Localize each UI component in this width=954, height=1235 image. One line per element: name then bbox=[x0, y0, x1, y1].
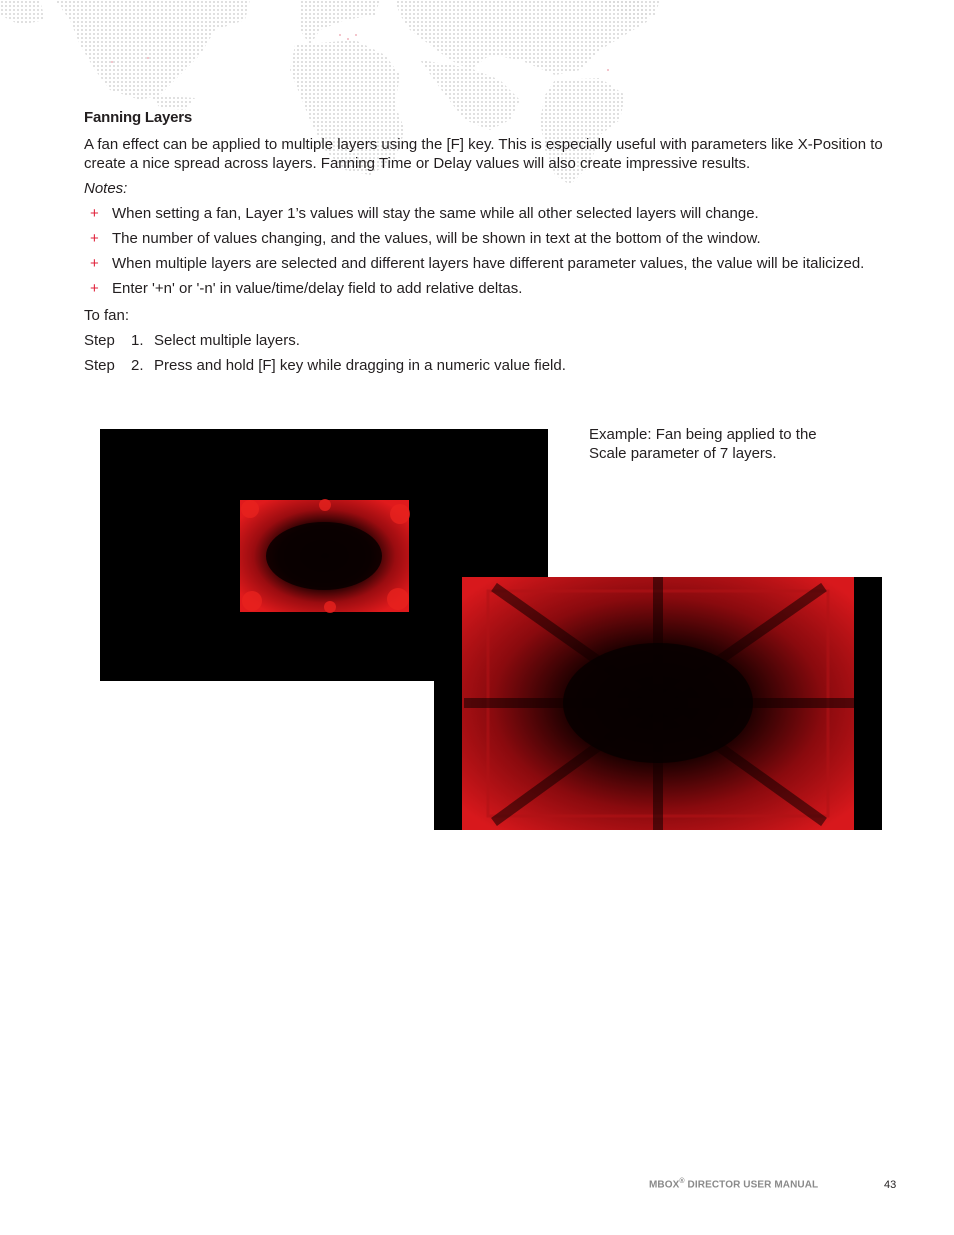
section-heading: Fanning Layers bbox=[84, 109, 193, 126]
step-text: Select multiple layers. bbox=[154, 332, 300, 349]
step-text: Press and hold [F] key while dragging in a numeric value field. bbox=[154, 357, 566, 374]
large-fanned-layers-image bbox=[434, 577, 882, 830]
step-word: Step bbox=[84, 332, 115, 349]
plus-bullet-icon: + bbox=[90, 205, 99, 222]
step-number: 1. bbox=[131, 332, 144, 349]
note-text: When setting a fan, Layer 1’s values will stay the same while all other selected layers will change. bbox=[112, 205, 759, 222]
to-fan-label: To fan: bbox=[84, 307, 130, 324]
plus-bullet-icon: + bbox=[90, 255, 99, 272]
note-text: The number of values changing, and the values, will be shown in text at the bottom of the window. bbox=[112, 230, 761, 247]
page-number: 43 bbox=[884, 1179, 897, 1191]
example-text: : Fan being applied to the Scale parameter of 7 layers. bbox=[589, 426, 817, 462]
plus-bullet-icon: + bbox=[90, 230, 99, 247]
section-body bbox=[84, 108, 904, 381]
note-text: When multiple layers are selected and different layers have different parameter values, the value will be italicized. bbox=[112, 255, 865, 272]
step-word: Step bbox=[84, 357, 115, 374]
notes-list bbox=[84, 204, 904, 298]
footer-title-prefix: MBOX bbox=[649, 1179, 680, 1191]
example-figure-after bbox=[434, 577, 882, 830]
note-item bbox=[84, 254, 904, 273]
note-item bbox=[84, 229, 904, 248]
step-number: 2. bbox=[131, 357, 144, 374]
note-item bbox=[84, 279, 904, 298]
plus-bullet-icon: + bbox=[90, 280, 99, 297]
footer-title-suffix: DIRECTOR USER MANUAL bbox=[684, 1179, 819, 1191]
example-label: Example bbox=[589, 426, 648, 443]
notes-label: Notes: bbox=[84, 180, 128, 197]
registered-mark: ® bbox=[679, 1178, 685, 1185]
note-item bbox=[84, 204, 904, 223]
footer-manual-title bbox=[649, 1178, 818, 1190]
note-text: Enter '+n' or '-n' in value/time/delay field to add relative deltas. bbox=[112, 280, 523, 297]
example-caption bbox=[589, 425, 829, 463]
step-row bbox=[84, 331, 904, 350]
step-row bbox=[84, 356, 904, 375]
intro-paragraph: A fan effect can be applied to multiple layers using the [F] key. This is especially useful with parameters like X-Position to create a nice spread across layers. Fanning Time or Delay values will also create impressive results. bbox=[84, 136, 883, 172]
